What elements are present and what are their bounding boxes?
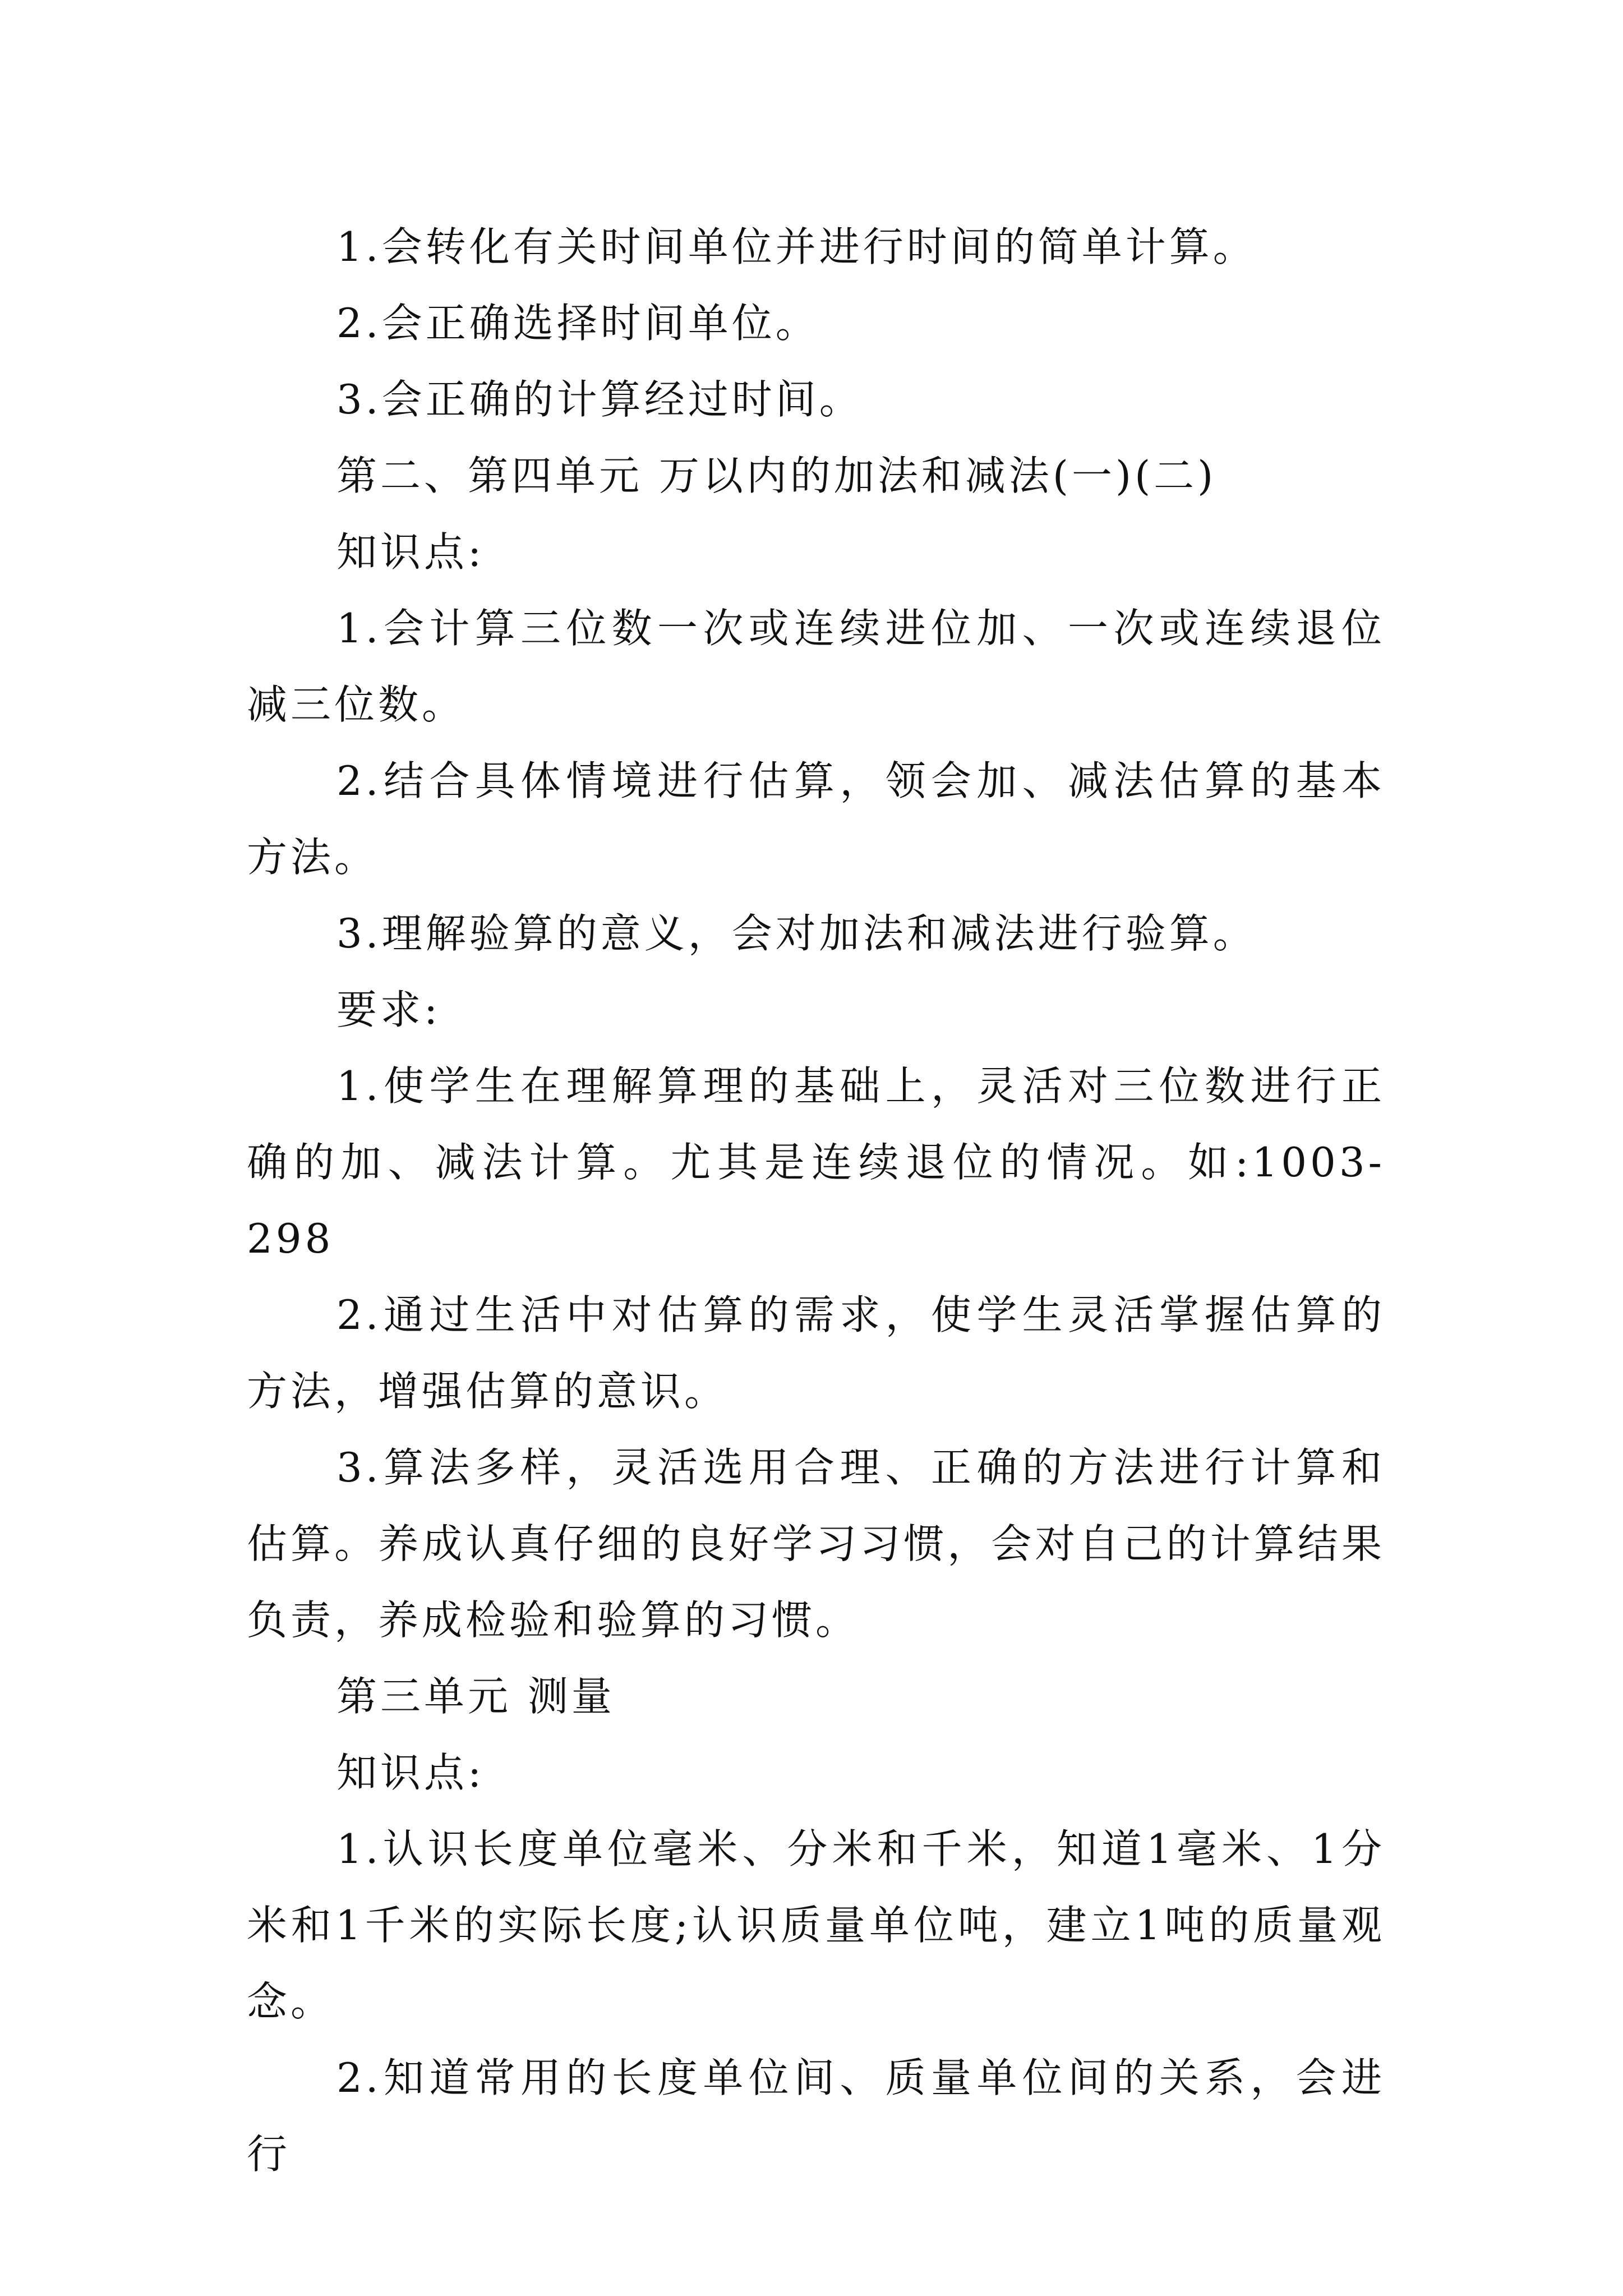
paragraph: 3.会正确的计算经过时间。 [336,376,863,423]
paragraph: 2.通过生活中对估算的需求，使学生灵活掌握估算的方法，增强估算的意识。 [247,1291,1385,1415]
subheading: 知识点: [336,528,485,576]
document-body [247,209,1385,2192]
paragraph: 1.会计算三位数一次或连续进位加、一次或连续退位减三位数。 [247,605,1385,728]
paragraph: 2.会正确选择时间单位。 [336,300,819,347]
paragraph: 1.认识长度单位毫米、分米和千米，知道1毫米、1分米和1千米的实际长度;认识质量单位吨，建立1吨的质量观念。 [247,1825,1385,2025]
subheading: 知识点: [336,1749,485,1796]
paragraph: 2.结合具体情境进行估算，领会加、减法估算的基本方法。 [247,757,1385,881]
subheading: 要求: [336,986,441,1033]
section-heading: 第三单元 测量 [336,1673,615,1720]
paragraph: 2.知道常用的长度单位间、质量单位间的关系，会进行 [247,2054,1385,2178]
paragraph: 1.会转化有关时间单位并进行时间的简单计算。 [336,223,1257,270]
section-heading: 第二、第四单元 万以内的加法和减法(一)(二) [336,452,1217,499]
paragraph: 3.理解验算的意义，会对加法和减法进行验算。 [336,910,1257,957]
paragraph: 1.使学生在理解算理的基础上，灵活对三位数进行正确的加、减法计算。尤其是连续退位的情况。如:1003-298 [247,1062,1385,1262]
paragraph: 3.算法多样，灵活选用合理、正确的方法进行计算和估算。养成认真仔细的良好学习习惯，会对自己的计算结果负责，养成检验和验算的习惯。 [247,1444,1385,1644]
